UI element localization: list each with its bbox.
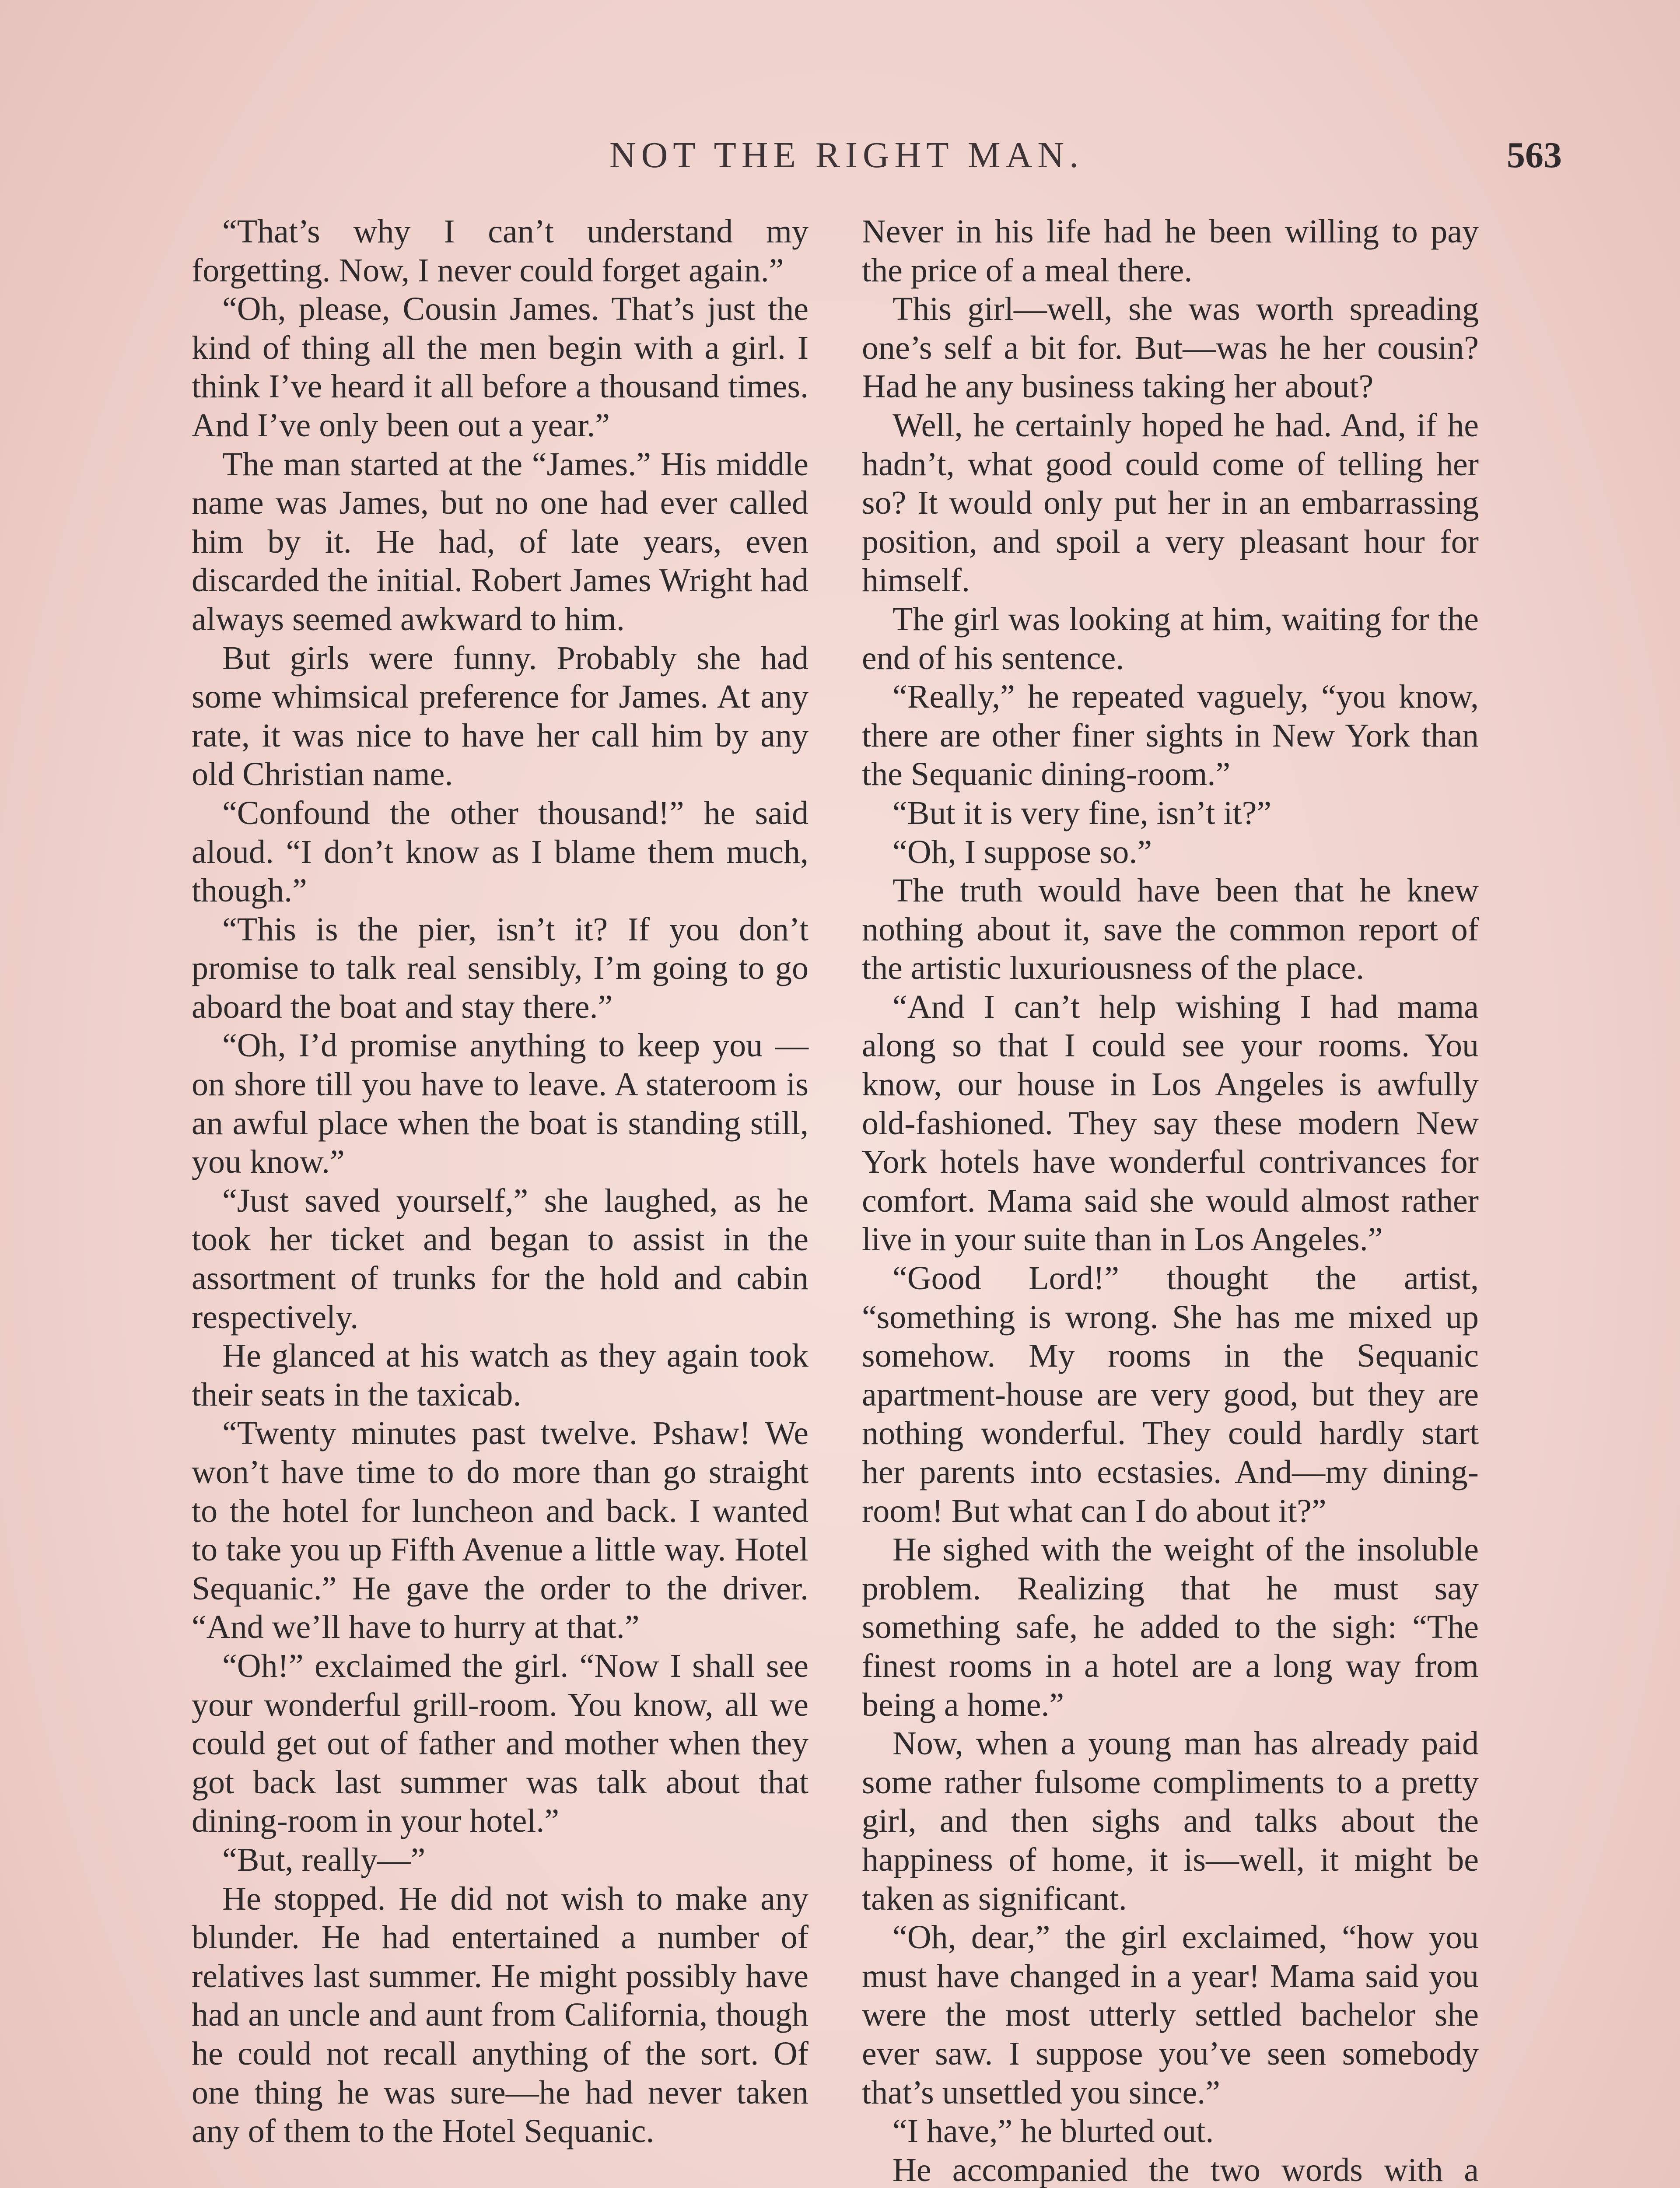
paragraph: The truth would have been that he knew nothing about it, save the common report of the artistic luxuriousness of the place. — [862, 872, 1479, 987]
paragraph: He sighed with the weight of the insoluble problem. Realizing that he must say something safe, he added to the sigh: “The finest rooms in a hotel are a long way from being a home.” — [862, 1531, 1479, 1723]
paragraph: “That’s why I can’t understand my forgetting. Now, I never could forget again.” — [192, 213, 808, 289]
paragraph: “Oh, I’d promise anything to keep you —on shore till you have to leave. A stateroom is an awful place when the boat is standing still, you know.” — [192, 1027, 808, 1181]
running-title: NOT THE RIGHT MAN. — [609, 135, 1084, 175]
paragraph: He glanced at his watch as they again took their seats in the taxicab. — [192, 1337, 808, 1413]
right-text-column — [862, 212, 1479, 2188]
paragraph: “Oh!” exclaimed the girl. “Now I shall see your wonderful grill-room. You know, all we could get out of father and mother when they got back last summer was talk about that dining-room in your hotel.” — [192, 1647, 808, 1840]
paragraph: But girls were funny. Probably she had some whimsical preference for James. At any rate, it was nice to have her call him by any old Christian name. — [192, 639, 808, 793]
paragraph: “This is the pier, isn’t it? If you don’t promise to talk real sensibly, I’m going to go aboard the boat and stay there.” — [192, 911, 808, 1025]
paragraph: He stopped. He did not wish to make any blunder. He had entertained a number of relatives last summer. He might possibly have had an uncle and aunt from California, though he could not recall anything of the sort. Of one thing he was sure—he had never taken any of them to the Hotel Sequanic. — [192, 1880, 808, 2150]
paragraph: “Oh, please, Cousin James. That’s just the kind of thing all the men begin with a girl. I think I’ve heard it all before a thousand times. And I’ve only been out a year.” — [192, 291, 808, 444]
paragraph: “Really,” he repeated vaguely, “you know, there are other finer sights in New York than the Sequanic dining-room.” — [862, 678, 1479, 793]
left-text-column — [192, 212, 808, 2151]
paragraph: Now, when a young man has already paid some rather fulsome compliments to a pretty girl, and then sighs and talks about the happiness of home, it is—well, it might be taken as significant. — [862, 1725, 1479, 1917]
paragraph: He accompanied the two words with a — [892, 2151, 1479, 2188]
paragraph: The girl was looking at him, waiting for the end of his sentence. — [862, 600, 1479, 677]
page-header — [131, 129, 1562, 182]
paragraph: “Confound the other thousand!” he said aloud. “I don’t know as I blame them much, though.” — [192, 794, 808, 909]
paragraph: Well, he certainly hoped he had. And, if he hadn’t, what good could come of telling her so? It would only put her in an embarrassing position, and spoil a very pleasant hour for himself. — [862, 407, 1479, 599]
paragraph: “But, really—” — [222, 1841, 426, 1878]
paragraph-continued: Never in his life had he been willing to pay the price of a meal there. — [862, 213, 1479, 289]
paragraph: This girl—well, she was worth spreading one’s self a bit for. But—was he her cousin? Had he any business taking her about? — [862, 291, 1479, 405]
paragraph: “And I can’t help wishing I had mama along so that I could see your rooms. You know, our house in Los Angeles is awfully old-fashioned. They say these modern New York hotels have wonderful contrivances for comfort. Mama said she would almost rather live in your suite than in Los Angeles.” — [862, 988, 1479, 1258]
page-number: 563 — [1507, 135, 1562, 175]
paragraph: “Just saved yourself,” she laughed, as he took her ticket and began to assist in the assortment of trunks for the hold and cabin respectively. — [192, 1182, 808, 1336]
paragraph: “But it is very fine, isn’t it?” — [892, 794, 1272, 831]
paragraph: “Good Lord!” thought the artist, “something is wrong. She has me mixed up somehow. My rooms in the Sequanic apartment-house are very good, but they are nothing wonderful. They could hardly start her parents into ecstasies. And—my dining-room! But what can I do about it?” — [862, 1260, 1479, 1529]
paragraph: “Oh, dear,” the girl exclaimed, “how you must have changed in a year! Mama said you were the most utterly settled bachelor she ever saw. I suppose you’ve seen somebody that’s unsettled you since.” — [862, 1919, 1479, 2111]
paragraph: “I have,” he blurted out. — [892, 2113, 1214, 2150]
paragraph: “Oh, I suppose so.” — [892, 833, 1152, 870]
paragraph: “Twenty minutes past twelve. Pshaw! We won’t have time to do more than go straight to the hotel for luncheon and back. I wanted to take you up Fifth Avenue a little way. Hotel Sequanic.” He gave the order to the driver. “And we’ll have to hurry at that.” — [192, 1415, 808, 1646]
paragraph: The man started at the “James.” His middle name was James, but no one had ever called him by it. He had, of late years, even discarded the initial. Robert James Wright had always seemed awkward to him. — [192, 445, 808, 638]
